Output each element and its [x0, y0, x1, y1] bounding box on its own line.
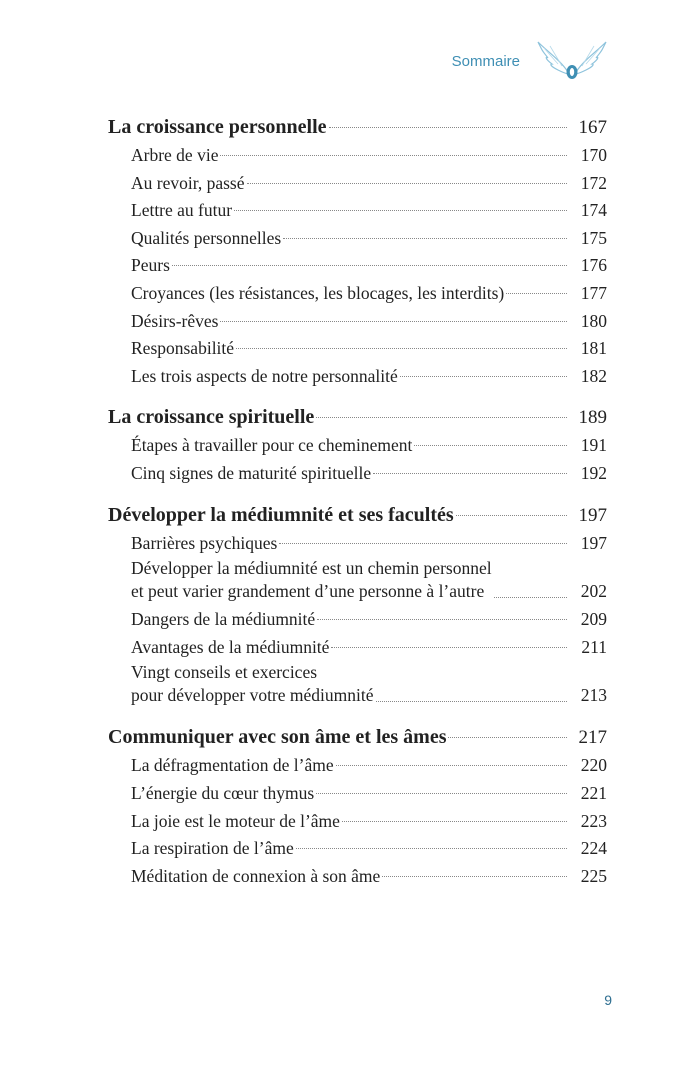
toc-entry[interactable]: [108, 606, 607, 634]
dot-leader: [331, 647, 567, 648]
entry-title-line: Méditation de connexion à son âme: [131, 865, 381, 886]
toc-entry[interactable]: [108, 530, 607, 558]
dot-leader: [342, 821, 567, 822]
toc-entry[interactable]: [108, 170, 607, 198]
section-title: Communiquer avec son âme et les âmes: [108, 726, 447, 749]
entry-page-number: 223: [580, 810, 607, 831]
entry-title-line: Cinq signes de maturité spirituelle: [131, 462, 372, 483]
toc-entry[interactable]: [108, 197, 607, 225]
entry-page-number: 213: [580, 685, 607, 706]
entry-title-line: Arbre de vie: [131, 145, 219, 165]
entry-title: [131, 661, 374, 707]
dot-leader: [247, 183, 567, 184]
section-page-number: 197: [578, 504, 607, 526]
entry-page-number: 192: [580, 462, 607, 483]
dot-leader: [296, 848, 567, 849]
toc-entry[interactable]: [108, 661, 607, 710]
page-number: 9: [604, 992, 612, 1008]
dot-leader: [316, 417, 566, 418]
entry-title: [131, 280, 504, 308]
toc-entry[interactable]: [108, 280, 607, 308]
entry-title: [131, 863, 380, 891]
toc-section: [108, 723, 607, 890]
entry-title: [131, 606, 315, 634]
dot-leader: [234, 210, 567, 211]
angel-wings-icon: [536, 38, 608, 88]
entry-page-number: 174: [580, 200, 607, 221]
dot-leader: [316, 793, 567, 794]
entry-title: [131, 780, 314, 808]
entry-page-number: 181: [580, 338, 607, 359]
entry-title-line: et peut varier grandement d’une personne à l’autre: [131, 581, 485, 602]
entry-title-line: Développer la médiumnité est un chemin personnel: [131, 558, 492, 579]
dot-leader: [373, 473, 567, 474]
toc-entry[interactable]: [108, 557, 607, 606]
entry-page-number: 170: [580, 145, 607, 165]
entry-title-line: Au revoir, passé: [131, 172, 245, 193]
entry-title-line: L’énergie du cœur thymus: [131, 782, 315, 803]
section-title: Développer la médiumnité et ses facultés: [108, 503, 454, 526]
dot-leader: [336, 765, 567, 766]
toc-entry[interactable]: [108, 142, 607, 170]
section-page-number: 217: [578, 727, 607, 749]
dot-leader: [456, 515, 567, 516]
dot-leader: [317, 619, 567, 620]
entry-page-number: 224: [580, 838, 607, 859]
dot-leader: [329, 127, 567, 128]
entry-title: [131, 432, 412, 460]
entry-title: [131, 460, 371, 488]
dot-leader: [400, 376, 567, 377]
entry-title: [131, 308, 218, 336]
toc-entry[interactable]: [108, 432, 607, 460]
entry-title: [131, 557, 492, 603]
dot-leader: [448, 737, 566, 738]
header-title: Sommaire: [451, 52, 520, 70]
toc-entry[interactable]: [108, 863, 607, 891]
entry-page-number: 180: [580, 310, 607, 331]
dot-leader: [283, 238, 567, 239]
dot-leader: [414, 445, 567, 446]
entry-title-line: Vingt conseils et exercices: [131, 662, 318, 683]
toc-section-heading[interactable]: [108, 501, 607, 530]
entry-page-number: 225: [580, 865, 607, 886]
section-page-number: 167: [578, 117, 607, 138]
entry-title-line: Dangers de la médiumnité: [131, 609, 316, 630]
entry-page-number: 209: [580, 609, 607, 630]
entry-page-number: 221: [580, 782, 607, 803]
toc-section-heading[interactable]: [108, 403, 607, 432]
entry-title-line: Les trois aspects de notre personnalité: [131, 365, 398, 386]
entry-title: [131, 335, 234, 363]
dot-leader: [376, 701, 568, 702]
entry-title-line: Peurs: [131, 255, 170, 276]
toc-entry[interactable]: [108, 808, 607, 836]
toc-entry[interactable]: [108, 780, 607, 808]
entry-title-line: Étapes à travailler pour ce cheminement: [131, 435, 413, 456]
entry-page-number: 182: [580, 365, 607, 386]
dot-leader: [382, 876, 567, 877]
toc-section: [108, 403, 607, 487]
entry-title-line: Responsabilité: [131, 338, 235, 359]
dot-leader: [506, 293, 567, 294]
table-of-contents: [108, 113, 607, 903]
entry-title: [131, 197, 232, 225]
toc-entry[interactable]: [108, 225, 607, 253]
section-title: La croissance personnelle: [108, 116, 327, 138]
entry-title: [131, 634, 329, 662]
running-header: [452, 38, 608, 88]
entry-title: [131, 808, 340, 836]
toc-section-heading[interactable]: [108, 113, 607, 142]
entry-page-number: 176: [580, 255, 607, 276]
entry-page-number: 177: [580, 282, 607, 303]
entry-title: [131, 363, 398, 391]
entry-title-line: pour développer votre médiumnité: [131, 685, 374, 706]
dot-leader: [220, 321, 567, 322]
entry-page-number: 175: [580, 227, 607, 248]
dot-leader: [220, 155, 567, 156]
entry-title: [131, 252, 170, 280]
entry-title-line: Qualités personnelles: [131, 227, 282, 248]
entry-title: [131, 752, 334, 780]
entry-title-line: La joie est le moteur de l’âme: [131, 810, 340, 831]
toc-entry[interactable]: [108, 335, 607, 363]
entry-title-line: La défragmentation de l’âme: [131, 755, 334, 776]
toc-entry[interactable]: [108, 752, 607, 780]
entry-title: [131, 835, 294, 863]
toc-section: [108, 113, 607, 390]
dot-leader: [172, 265, 567, 266]
dot-leader: [494, 597, 567, 598]
entry-page-number: 202: [580, 581, 607, 602]
entry-title-line: Désirs-rêves: [131, 310, 219, 331]
dot-leader: [279, 543, 567, 544]
entry-page-number: 191: [580, 435, 607, 456]
entry-title: [131, 530, 277, 558]
toc-entry[interactable]: [108, 634, 607, 662]
entry-page-number: 211: [581, 636, 607, 657]
toc-entry[interactable]: [108, 363, 607, 391]
entry-title: [131, 170, 245, 198]
entry-page-number: 220: [580, 755, 607, 776]
section-page-number: 189: [578, 407, 607, 429]
toc-entry[interactable]: [108, 460, 607, 488]
entry-title-line: Lettre au futur: [131, 200, 233, 221]
entry-title: [131, 142, 218, 170]
section-title: La croissance spirituelle: [108, 406, 315, 429]
toc-entry[interactable]: [108, 835, 607, 863]
entry-title-line: Croyances (les résistances, les blocages, les interdits): [131, 282, 505, 303]
toc-entry[interactable]: [108, 308, 607, 336]
dot-leader: [236, 348, 567, 349]
entry-title: [131, 225, 281, 253]
entry-page-number: 197: [580, 532, 607, 553]
entry-page-number: 172: [580, 172, 607, 193]
toc-entry[interactable]: [108, 252, 607, 280]
toc-section: [108, 501, 607, 711]
entry-title-line: Avantages de la médiumnité: [131, 636, 330, 657]
toc-section-heading[interactable]: [108, 723, 607, 752]
entry-title-line: La respiration de l’âme: [131, 838, 294, 859]
entry-title-line: Barrières psychiques: [131, 532, 278, 553]
